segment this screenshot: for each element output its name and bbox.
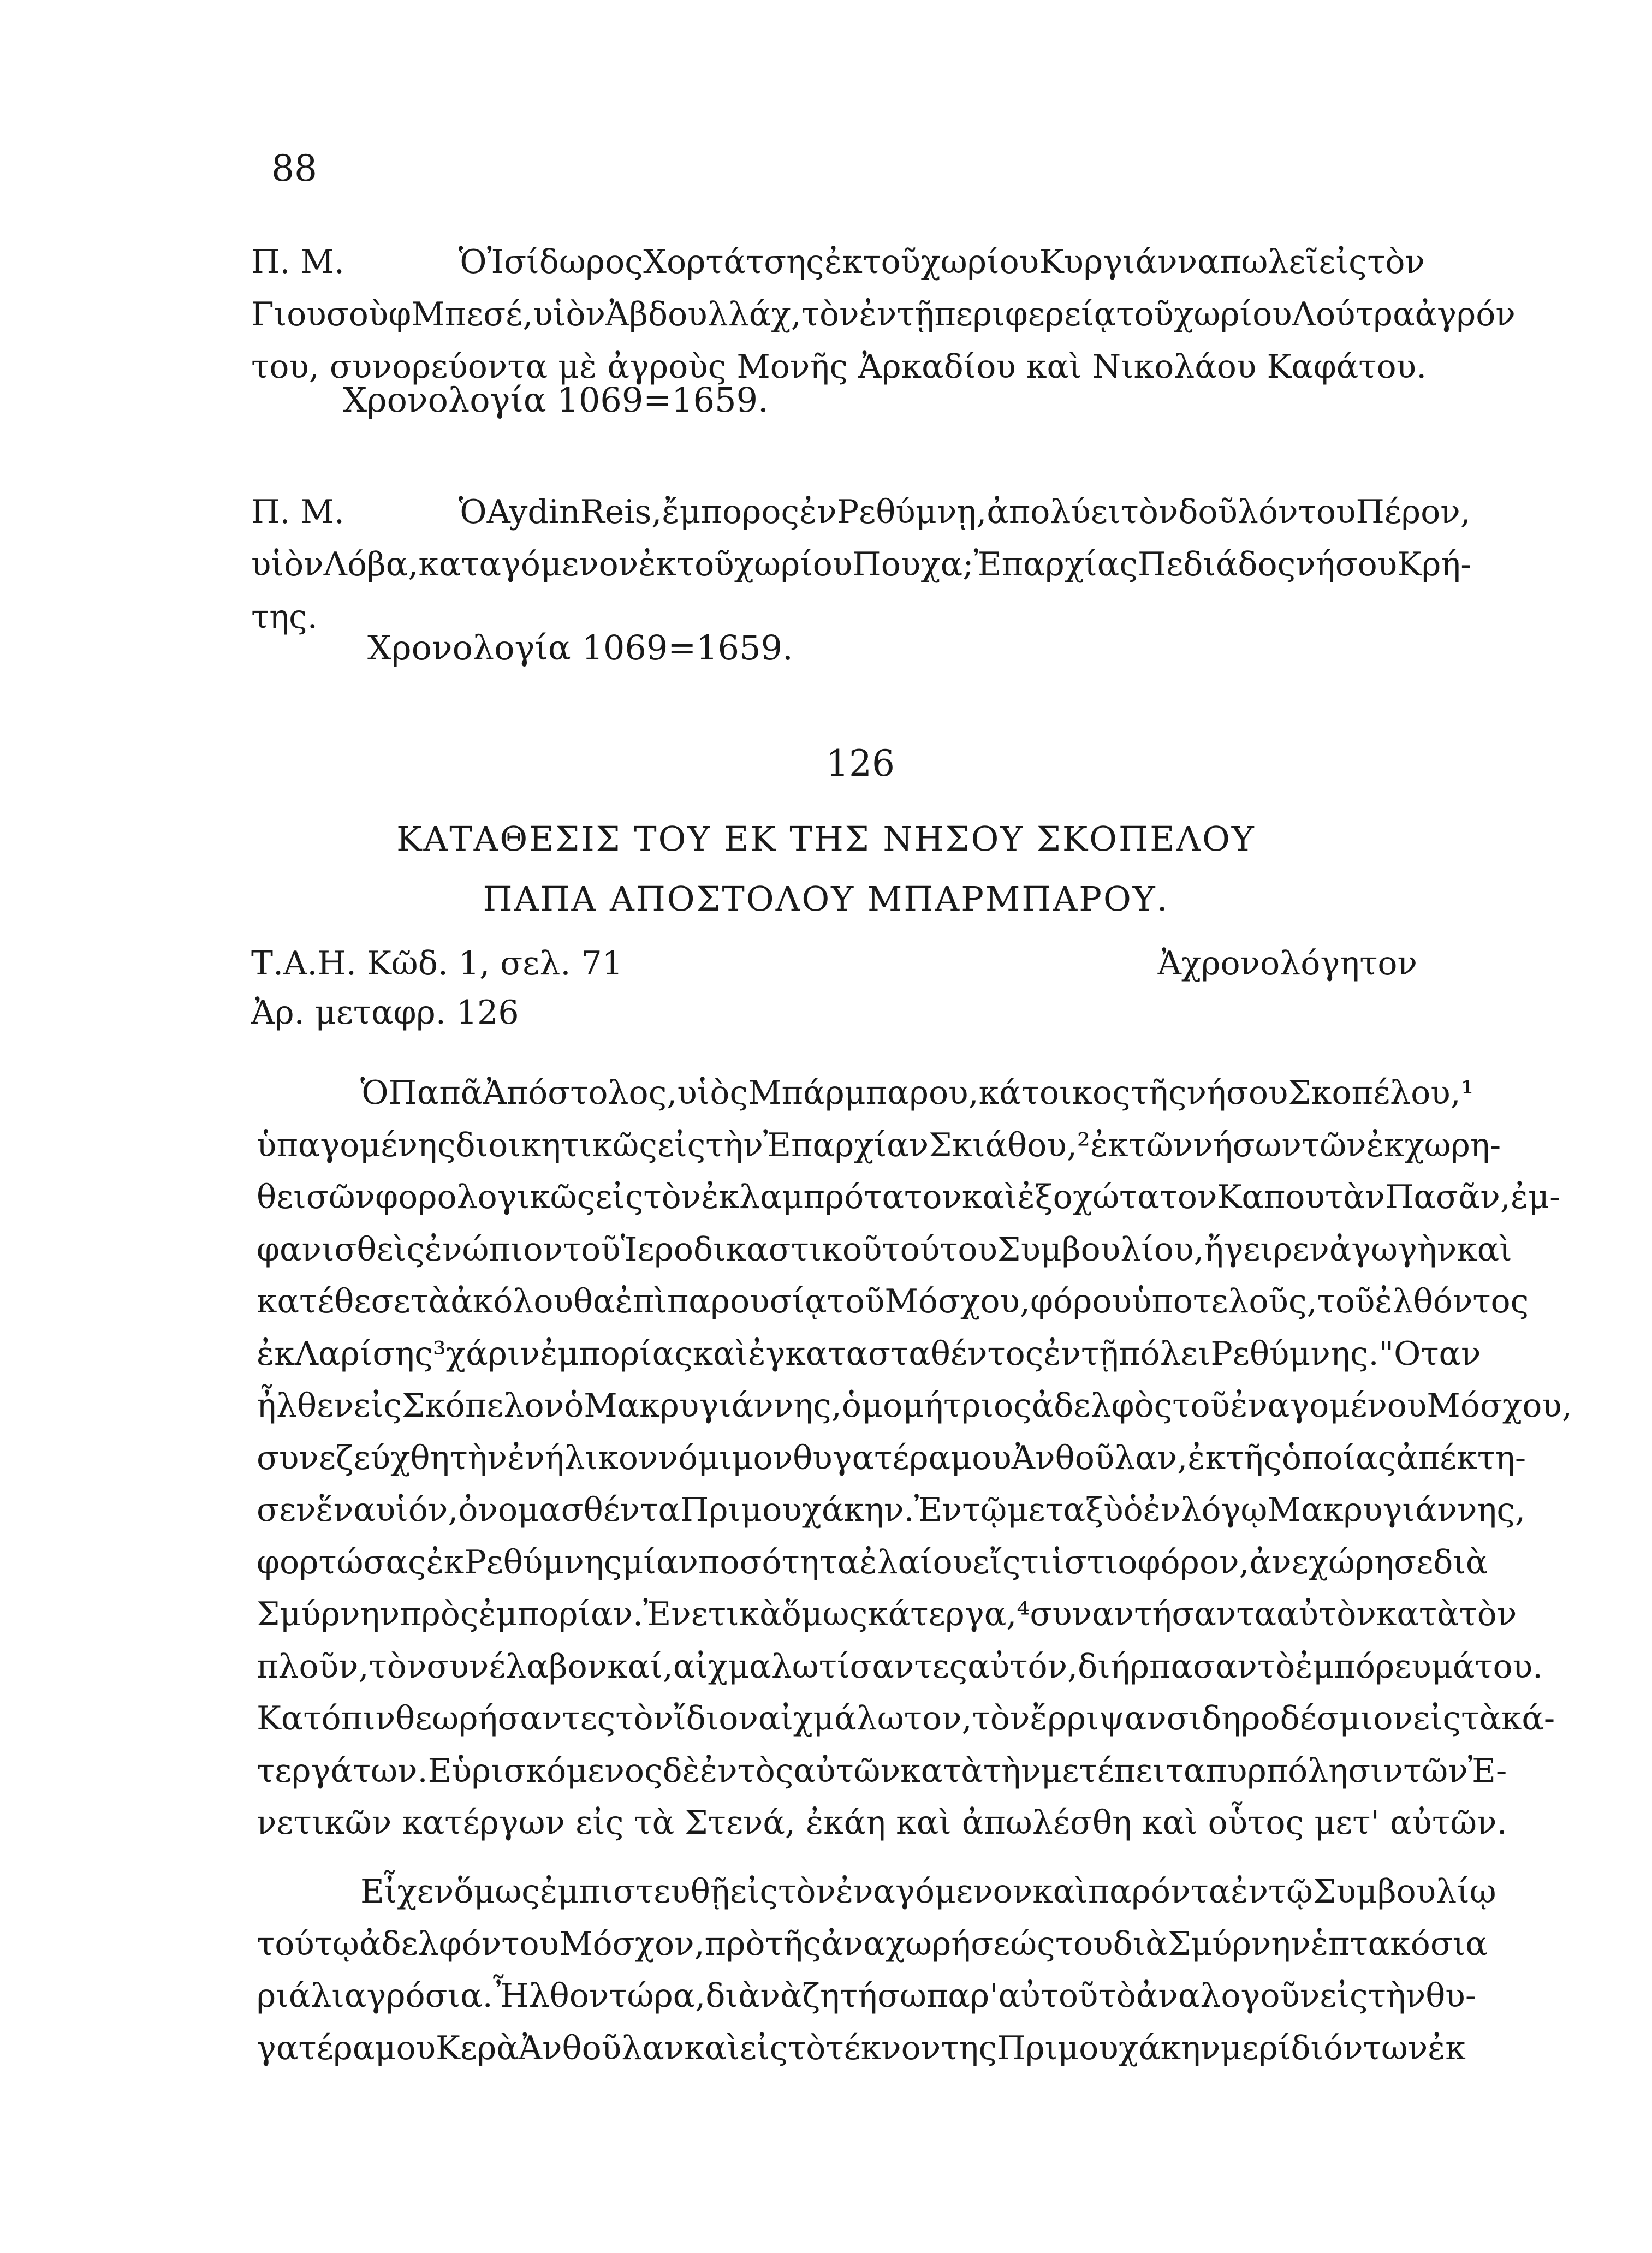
paragraph-1-line: ἐκ Λαρίσης³ χάριν ἐμπορίας καὶ ἐγκατασταθέντος ἐν τῇ πόλει Ρεθύμνης. "Οταν (257, 1334, 1481, 1373)
paragraph-1-line: σεν ἕνα υἱόν, ὀνομασθέντα Πριμουχάκην. Ἐν τῷ μεταξὺ ὁ ἐν λόγῳ Μακρυγιάννης, (257, 1491, 1526, 1529)
dating-note: Ἀχρονολόγητον (1157, 944, 1417, 983)
page-number: 88 (271, 147, 317, 189)
document-title-line-1: ΚΑΤΑΘΕΣΙΣ ΤΟΥ ΕΚ ΤΗΣ ΝΗΣΟΥ ΣΚΟΠΕΛΟΥ (396, 819, 1256, 859)
paragraph-1-line: Σμύρνην πρὸς ἐμπορίαν. Ἐνετικὰ ὅμως κάτεργα,⁴ συναντήσαντα αὐτὸν κατὰ τὸν (257, 1595, 1517, 1633)
paragraph-1-line: πλοῦν, τὸν συνέλαβον καί, αἰχμαλωτίσαντες αὐτόν, διήρπασαν τὸ ἐμπόρευμά του. (257, 1647, 1543, 1686)
translation-number: Ἀρ. μεταφρ. 126 (251, 994, 519, 1032)
entry-2-label: Π. Μ. (251, 493, 344, 531)
entry-2-text-start: Ὁ Aydin Reis, ἔμπορος ἐν Ρεθύμνῃ, ἀπολύει τὸν δοῦλόν του Πέρον, (459, 493, 1471, 531)
source-reference: Τ.Α.Η. Κῶδ. 1, σελ. 71 (251, 944, 623, 983)
paragraph-1-line: ἦλθεν εἰς Σκόπελον ὁ Μακρυγιάννης, ὁμομήτριος ἀδελφὸς τοῦ ἐναγομένου Μόσχου, (257, 1387, 1572, 1425)
document-number: 126 (826, 742, 895, 784)
entry-2-line-2: υἱὸν Λόβα, καταγόμενον ἐκ τοῦ χωρίου Πουχα; Ἐπαρχίας Πεδιάδος νήσου Κρή- (251, 545, 1472, 584)
paragraph-1-line: Ὁ Παπᾶ Ἀπόστολος, υἱὸς Μπάρμπαρου, κάτοικος τῆς νήσου Σκοπέλου,¹ (360, 1074, 1474, 1112)
paragraph-2-line: τούτῳ ἀδελφόν του Μόσχον, πρὸ τῆς ἀναχωρήσεώς του διὰ Σμύρνην ἑπτακόσια (257, 1924, 1488, 1963)
paragraph-1-line: φορτώσας ἐκ Ρεθύμνης μίαν ποσότητα ἐλαίου εἴς τι ἱστιοφόρον, ἀνεχώρησε διὰ (257, 1543, 1488, 1582)
paragraph-2-line: γατέρα μου Κερὰ Ἀνθοῦλαν καὶ εἰς τὸ τέκνον της Πριμουχάκην μερίδιόν των ἐκ (257, 2029, 1466, 2067)
entry-1-line-3: του, συνορεύοντα μὲ ἀγροὺς Μονῆς Ἀρκαδίου καὶ Νικολάου Καφάτου. (251, 348, 1427, 386)
entry-1-label: Π. Μ. (251, 243, 344, 281)
paragraph-2 (257, 1866, 1496, 2074)
entry-2 (251, 486, 1472, 643)
paragraph-1-line: Κατόπιν θεωρήσαντες τὸν ἴδιον αἰχμάλωτον, τὸν ἔρριψαν σιδηροδέσμιον εἰς τὰ κά- (257, 1699, 1555, 1738)
paragraph-1-line: συνεζεύχθη τὴν ἐνήλικον νόμιμον θυγατέρα μου Ἀνθοῦλαν, ἐκ τῆς ὁποίας ἀπέκτη- (257, 1438, 1526, 1477)
entry-1 (251, 236, 1516, 393)
entry-1-line-1 (251, 236, 1425, 288)
paragraph-2-line: ριάλια γρόσια. Ἦλθον τώρα, διὰ νὰ ζητήσω παρ' αὐτοῦ τὸ ἀναλογοῦν εἰς τὴν θυ- (257, 1977, 1477, 2015)
document-title-line-2: ΠΑΠΑ ΑΠΟΣΤΟΛΟΥ ΜΠΑΡΜΠΑΡΟΥ. (483, 879, 1169, 919)
paragraph-1-line: νετικῶν κατέργων εἰς τὰ Στενά, ἐκάη καὶ ἀπωλέσθη καὶ οὗτος μετ' αὐτῶν. (257, 1804, 1507, 1842)
paragraph-1-line: τεργά των. Εὑρισκόμενος δὲ ἐντὸς αὐτῶν κατὰ τὴν μετέπειτα πυρπόλησιν τῶν Ἐ- (257, 1751, 1507, 1790)
paragraph-1 (257, 1067, 1572, 1850)
entry-1-text-start: Ὁ Ἰσίδωρος Χορτάτσης ἐκ τοῦ χωρίου Κυργιάννα πωλεῖ εἰς τὸν (459, 243, 1425, 281)
paragraph-1-line: φανισθεὶς ἐνώπιον τοῦ Ἱεροδικαστικοῦ τούτου Συμβουλίου, ἤγειρεν ἀγωγὴν καὶ (257, 1230, 1512, 1269)
entry-1-date: Χρονολογία 1069=1659. (343, 380, 769, 420)
paragraph-1-line: ὑπαγομένης διοικητικῶς εἰς τὴν Ἐπαρχίαν Σκιάθου,² ἐκ τῶν νήσων τῶν ἐκχωρη- (257, 1126, 1501, 1164)
entry-2-line-1 (251, 486, 1471, 538)
paragraph-1-line: θεισῶν φορολογικῶς εἰς τὸν ἐκλαμπρότατον καὶ ἐξοχώτατον Καπουτὰν Πασᾶν, ἐμ- (257, 1178, 1561, 1216)
entry-2-line-3: της. (251, 598, 318, 636)
paragraph-2-line: Εἶχεν ὅμως ἐμπιστευθῇ εἰς τὸν ἐναγόμενον καὶ παρόντα ἐν τῷ Συμβουλίῳ (360, 1872, 1496, 1911)
entry-1-line-2: Γιουσοὺφ Μπεσέ, υἱὸν Ἀβδουλλάχ, τὸν ἐν τῇ περιφερείᾳ τοῦ χωρίου Λούτρα ἀγρόν (251, 295, 1516, 334)
entry-2-date: Χρονολογία 1069=1659. (367, 628, 793, 668)
paragraph-1-line: κατέθεσε τὰ ἀκόλουθα ἐπὶ παρουσίᾳ τοῦ Μόσχου, φόρου ὑποτελοῦς, τοῦ ἐλθόντος (257, 1282, 1529, 1321)
